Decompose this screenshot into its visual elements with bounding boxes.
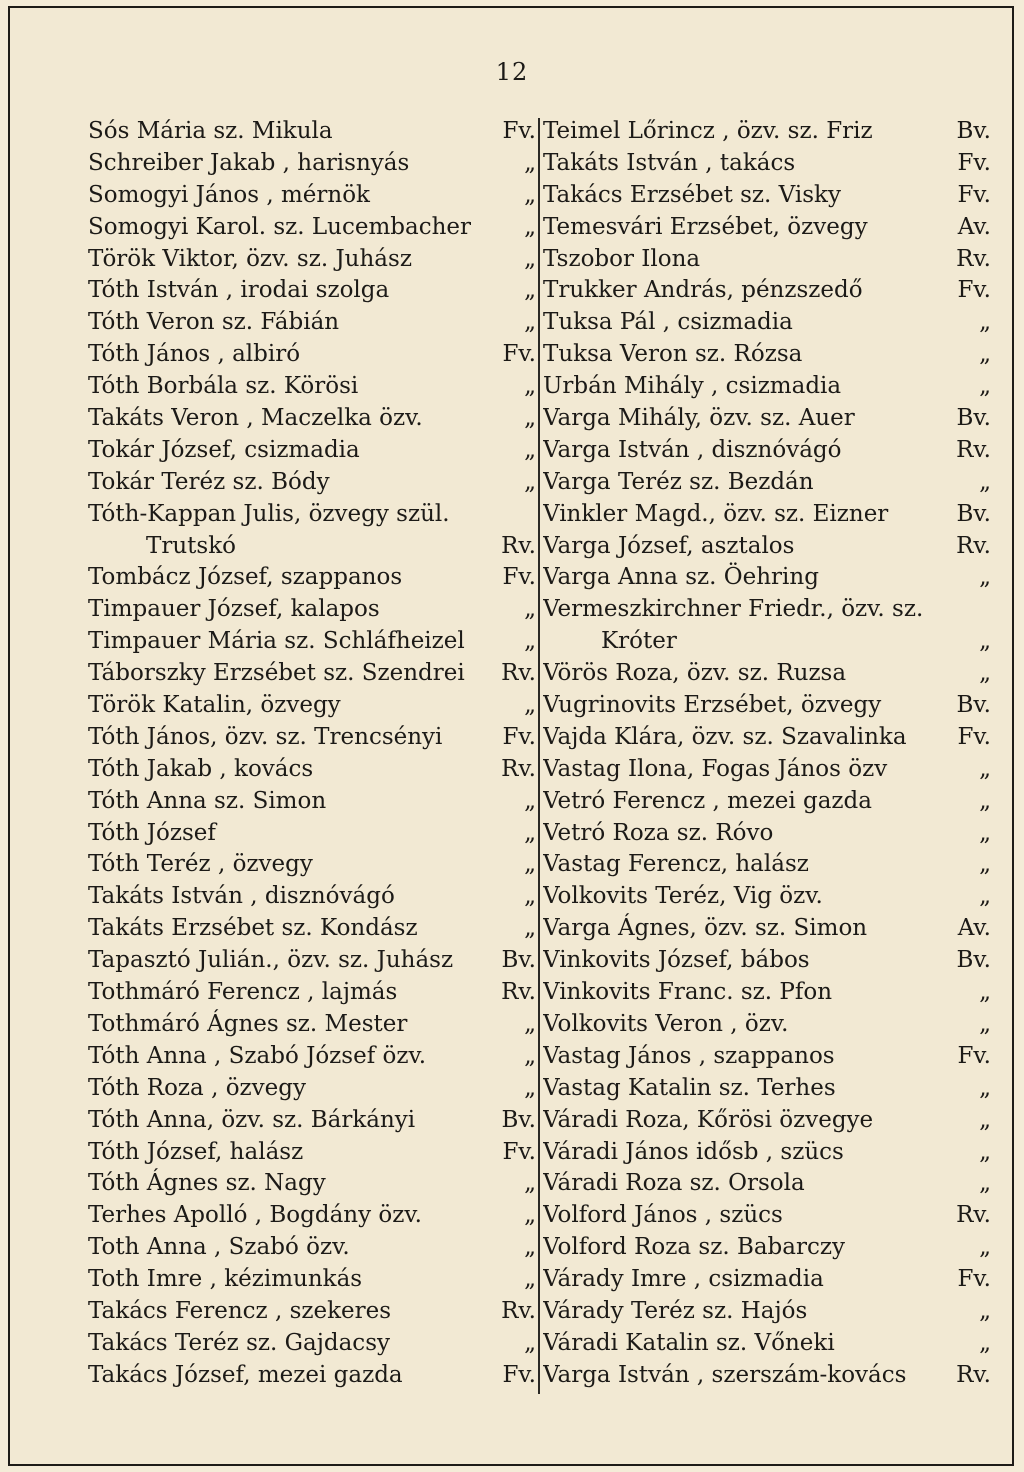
entry-district: „ — [524, 628, 536, 655]
entry-name: Várady Imre , csizmadia — [543, 1266, 824, 1293]
entry-district: „ — [524, 436, 536, 463]
list-item — [543, 1137, 991, 1169]
list-item — [88, 594, 536, 626]
entry-name: Vastag János , szappanos — [543, 1042, 835, 1069]
entry-name: Vastag Katalin sz. Terhes — [543, 1074, 836, 1101]
entry-district: „ — [524, 373, 536, 400]
entry-name: Vinkovits Franc. sz. Pfon — [543, 979, 833, 1006]
entry-name: Tombácz József, szappanos — [88, 564, 403, 591]
entry-district: „ — [524, 883, 536, 910]
entry-name: Takács Erzsébet sz. Visky — [543, 181, 841, 208]
entry-name: Toth Anna , Szabó özv. — [88, 1234, 350, 1261]
list-item — [543, 244, 991, 276]
list-item — [543, 945, 991, 977]
list-item — [543, 722, 991, 754]
entry-name: Volford Roza sz. Babarczy — [543, 1234, 845, 1261]
entry-district: „ — [979, 755, 991, 782]
list-item — [88, 1009, 536, 1041]
entry-name: Várady Teréz sz. Hajós — [543, 1297, 808, 1324]
entry-name: Teimel Lőrincz , özv. sz. Friz — [543, 118, 873, 144]
entry-name: Tóth József — [88, 819, 216, 846]
list-item — [88, 531, 536, 563]
entry-name: Váradi Katalin sz. Vőneki — [543, 1329, 835, 1356]
entry-district: „ — [524, 1234, 536, 1261]
list-item — [543, 1328, 991, 1360]
list-item — [88, 945, 536, 977]
entry-name: Vinkler Magd., özv. sz. Eizner — [543, 500, 889, 527]
entry-district: „ — [979, 819, 991, 846]
list-item — [88, 1168, 536, 1200]
list-item — [543, 1009, 991, 1041]
entry-name: Varga József, asztalos — [543, 532, 795, 559]
entry-name: Volkovits Teréz, Vig özv. — [543, 883, 823, 910]
entry-name: Tóth Teréz , özvegy — [88, 851, 313, 878]
entry-district: „ — [979, 1234, 991, 1261]
list-item — [543, 1200, 991, 1232]
list-item — [543, 690, 991, 722]
list-item — [88, 371, 536, 403]
entry-name: Váradi Roza, Kőrösi özvegye — [543, 1106, 874, 1133]
entry-district: Rv. — [501, 660, 536, 687]
entry-name: Takács József, mezei gazda — [88, 1361, 403, 1388]
entry-name: Török Katalin, özvegy — [88, 692, 341, 719]
list-item — [543, 594, 991, 626]
list-item — [88, 244, 536, 276]
entry-name: Tothmáró Ferencz , lajmás — [88, 979, 398, 1006]
entry-name: Tokár József, csizmadia — [88, 436, 360, 463]
entry-district: Av. — [957, 213, 991, 240]
entry-district: „ — [979, 979, 991, 1006]
entry-district: „ — [979, 787, 991, 814]
entry-district: „ — [524, 1042, 536, 1069]
list-item — [88, 467, 536, 499]
entry-district: Rv. — [501, 532, 536, 559]
entry-name: Somogyi János , mérnök — [88, 181, 370, 208]
list-item — [88, 1137, 536, 1169]
list-item — [88, 275, 536, 307]
entry-name: Táborszky Erzsébet sz. Szendrei — [88, 660, 465, 687]
entry-name: Takáts Veron , Maczelka özv. — [88, 405, 423, 432]
entry-district: „ — [979, 309, 991, 336]
list-item — [543, 339, 991, 371]
entry-name: Tothmáró Ágnes sz. Mester — [88, 1010, 408, 1037]
entry-district: Fv. — [502, 723, 536, 750]
entry-name: Tóth Veron sz. Fábián — [88, 309, 340, 336]
list-item — [88, 403, 536, 435]
list-item — [543, 1232, 991, 1264]
entry-district: „ — [979, 468, 991, 495]
entry-name: Sós Mária sz. Mikula — [88, 118, 333, 144]
entry-district: „ — [524, 309, 536, 336]
entry-name: Tóth Anna sz. Simon — [88, 787, 327, 814]
entry-district: Fv. — [957, 181, 991, 208]
list-item — [88, 722, 536, 754]
entry-district: Fv. — [957, 149, 991, 176]
entry-name: Terhes Apolló , Bogdány özv. — [88, 1202, 422, 1229]
list-item — [543, 1073, 991, 1105]
entry-name: Tóth Ágnes sz. Nagy — [88, 1170, 326, 1197]
entry-name: Varga István , szerszám-kovács — [543, 1361, 907, 1388]
list-item — [543, 116, 991, 148]
entry-name: Toth Imre , kézimunkás — [88, 1266, 363, 1293]
entry-name: Tóth János , albiró — [88, 341, 301, 368]
list-item — [543, 371, 991, 403]
entry-district: Bv. — [956, 947, 991, 974]
entry-name: Tóth-Kappan Julis, özvegy szül. — [88, 500, 450, 527]
entry-name: Tuksa Pál , csizmadia — [543, 309, 793, 336]
list-item — [88, 1041, 536, 1073]
entry-name: Takáts Erzsébet sz. Kondász — [88, 915, 418, 942]
entry-name: Timpauer Mária sz. Schláfheizel — [88, 628, 465, 655]
list-item — [88, 307, 536, 339]
entry-name: Volford János , szücs — [543, 1202, 783, 1229]
entry-district: Bv. — [956, 692, 991, 719]
list-item — [543, 818, 991, 850]
list-item — [543, 626, 991, 658]
list-item — [88, 180, 536, 212]
entry-name: Króter — [601, 628, 677, 655]
list-item — [543, 531, 991, 563]
entry-name: Trutskó — [146, 532, 236, 559]
entry-district: Rv. — [956, 1361, 991, 1388]
entry-name: Varga Teréz sz. Bezdán — [543, 468, 814, 495]
right-column — [543, 116, 991, 1392]
list-item — [88, 339, 536, 371]
list-item — [88, 1200, 536, 1232]
entry-district: Fv. — [957, 1266, 991, 1293]
entry-district: „ — [979, 1138, 991, 1165]
entry-district: „ — [979, 341, 991, 368]
entry-district: „ — [524, 1202, 536, 1229]
list-item — [543, 913, 991, 945]
entry-district: „ — [979, 660, 991, 687]
entry-name: Tapasztó Julián., özv. sz. Juhász — [88, 947, 454, 974]
entry-district: Fv. — [502, 1138, 536, 1165]
list-item — [543, 275, 991, 307]
entry-name: Tóth Anna , Szabó József özv. — [88, 1042, 427, 1069]
entry-district: „ — [524, 1266, 536, 1293]
entry-name: Tóth Jakab , kovács — [88, 755, 314, 782]
entry-district: „ — [524, 468, 536, 495]
list-item — [88, 1328, 536, 1360]
entry-district: „ — [524, 915, 536, 942]
entry-district: „ — [979, 1297, 991, 1324]
entry-name: Varga István , disznóvágó — [543, 436, 842, 463]
entry-district: Fv. — [957, 723, 991, 750]
entry-name: Takáts István , disznóvágó — [88, 883, 395, 910]
list-item — [88, 913, 536, 945]
list-item — [88, 690, 536, 722]
entry-name: Vugrinovits Erzsébet, özvegy — [543, 692, 882, 719]
list-item — [543, 786, 991, 818]
entry-name: Volkovits Veron , özv. — [543, 1010, 789, 1037]
list-item — [88, 435, 536, 467]
list-item — [543, 212, 991, 244]
entry-district: „ — [524, 149, 536, 176]
entry-district: „ — [524, 1010, 536, 1037]
list-item — [88, 1264, 536, 1296]
entry-name: Varga Ágnes, özv. sz. Simon — [543, 915, 868, 942]
list-item — [543, 467, 991, 499]
entry-name: Vörös Roza, özv. sz. Ruzsa — [543, 660, 847, 687]
entry-name: Tóth Borbála sz. Körösi — [88, 373, 359, 400]
entry-name: Vastag Ferencz, halász — [543, 851, 809, 878]
entry-district: Rv. — [501, 979, 536, 1006]
entry-district: „ — [524, 692, 536, 719]
entry-name: Takács Ferencz , szekeres — [88, 1297, 392, 1324]
entry-name: Tóth János, özv. sz. Trencsényi — [88, 723, 443, 750]
list-item — [543, 977, 991, 1009]
entry-name: Takács Teréz sz. Gajdacsy — [88, 1329, 390, 1356]
entry-name: Somogyi Karol. sz. Lucembacher — [88, 213, 472, 240]
entry-district: Rv. — [956, 1202, 991, 1229]
entry-name: Tóth István , irodai szolga — [88, 277, 390, 304]
list-item — [88, 786, 536, 818]
list-item — [88, 499, 536, 531]
list-item — [543, 1264, 991, 1296]
entry-name: Temesvári Erzsébet, özvegy — [543, 213, 868, 240]
entry-name: Timpauer József, kalapos — [88, 596, 380, 623]
entry-name: Varga Anna sz. Öehring — [543, 564, 819, 591]
entry-district: Bv. — [956, 405, 991, 432]
entry-name: Tóth Roza , özvegy — [88, 1074, 306, 1101]
entry-name: Tszobor Ilona — [543, 245, 701, 272]
entry-district: „ — [524, 596, 536, 623]
list-item — [88, 754, 536, 786]
list-item — [88, 1296, 536, 1328]
entry-district: Bv. — [956, 118, 991, 144]
entry-district: „ — [979, 1170, 991, 1197]
entry-district: „ — [979, 564, 991, 591]
list-item — [88, 881, 536, 913]
entry-name: Váradi János idősb , szücs — [543, 1138, 844, 1165]
entry-name: Tóth Anna, özv. sz. Bárkányi — [88, 1106, 416, 1133]
list-item — [88, 1232, 536, 1264]
entry-name: Török Viktor, özv. sz. Juhász — [88, 245, 412, 272]
entry-district: „ — [524, 1329, 536, 1356]
entry-district: „ — [979, 883, 991, 910]
entry-name: Vajda Klára, özv. sz. Szavalinka — [543, 723, 907, 750]
entry-name: Vermeszkirchner Friedr., özv. sz. — [543, 596, 924, 623]
list-item — [543, 1296, 991, 1328]
entry-name: Trukker András, pénzszedő — [543, 277, 863, 304]
list-item — [543, 754, 991, 786]
entry-district: Av. — [957, 915, 991, 942]
entry-district: „ — [979, 1074, 991, 1101]
list-item — [88, 1360, 536, 1392]
page-number: 12 — [495, 58, 529, 86]
entry-name: Vetró Roza sz. Róvo — [543, 819, 774, 846]
list-item — [88, 148, 536, 180]
entry-district: Bv. — [956, 500, 991, 527]
list-item — [543, 1105, 991, 1137]
entry-district: „ — [979, 851, 991, 878]
entry-name: Vinkovits József, bábos — [543, 947, 810, 974]
entry-district: „ — [979, 628, 991, 655]
entry-district: Rv. — [501, 755, 536, 782]
list-item — [543, 435, 991, 467]
left-column — [88, 116, 536, 1392]
entry-name: Varga Mihály, özv. sz. Auer — [543, 405, 855, 432]
entry-district: Rv. — [501, 1297, 536, 1324]
entry-district: „ — [524, 181, 536, 208]
entry-name: Urbán Mihály , csizmadia — [543, 373, 842, 400]
entry-name: Tuksa Veron sz. Rózsa — [543, 341, 803, 368]
entry-district: Bv. — [501, 1106, 536, 1133]
list-item — [88, 849, 536, 881]
entry-district: „ — [524, 405, 536, 432]
entry-district: „ — [979, 373, 991, 400]
entry-district: „ — [524, 245, 536, 272]
list-item — [543, 1041, 991, 1073]
entry-district: Fv. — [957, 1042, 991, 1069]
list-item — [88, 1105, 536, 1137]
entry-district: Fv. — [502, 341, 536, 368]
list-item — [88, 818, 536, 850]
list-item — [543, 499, 991, 531]
list-item — [88, 212, 536, 244]
entry-name: Váradi Roza sz. Orsola — [543, 1170, 805, 1197]
entry-district: „ — [524, 1170, 536, 1197]
list-item — [88, 1073, 536, 1105]
entry-district: Bv. — [501, 947, 536, 974]
list-item — [88, 116, 536, 148]
entry-district: „ — [524, 787, 536, 814]
list-item — [543, 307, 991, 339]
list-item — [88, 658, 536, 690]
list-item — [543, 1168, 991, 1200]
column-divider — [538, 118, 540, 1394]
list-item — [88, 626, 536, 658]
entry-district: „ — [524, 851, 536, 878]
entry-name: Tóth József, halász — [88, 1138, 304, 1165]
list-item — [88, 562, 536, 594]
list-item — [543, 562, 991, 594]
list-item — [543, 1360, 991, 1392]
entry-district: Rv. — [956, 532, 991, 559]
entry-district: „ — [979, 1010, 991, 1037]
entry-district: Fv. — [502, 564, 536, 591]
entry-district: Fv. — [957, 277, 991, 304]
entry-district: „ — [524, 819, 536, 846]
entry-district: „ — [979, 1329, 991, 1356]
entry-district: „ — [524, 277, 536, 304]
list-item — [543, 881, 991, 913]
entry-name: Vetró Ferencz , mezei gazda — [543, 787, 872, 814]
entry-district: Fv. — [502, 118, 536, 144]
entry-district: „ — [979, 1106, 991, 1133]
list-item — [543, 403, 991, 435]
entry-name: Takáts István , takács — [543, 149, 796, 176]
list-item — [543, 180, 991, 212]
list-item — [543, 658, 991, 690]
entry-name: Tokár Teréz sz. Bódy — [88, 468, 330, 495]
entry-name: Vastag Ilona, Fogas János özv — [543, 755, 888, 782]
entry-district: Fv. — [502, 1361, 536, 1388]
entry-district: Rv. — [956, 436, 991, 463]
entry-district: „ — [524, 1074, 536, 1101]
entry-name: Schreiber Jakab , harisnyás — [88, 149, 410, 176]
entry-district: „ — [524, 213, 536, 240]
entry-district: Rv. — [956, 245, 991, 272]
list-item — [543, 849, 991, 881]
list-item — [543, 148, 991, 180]
list-item — [88, 977, 536, 1009]
